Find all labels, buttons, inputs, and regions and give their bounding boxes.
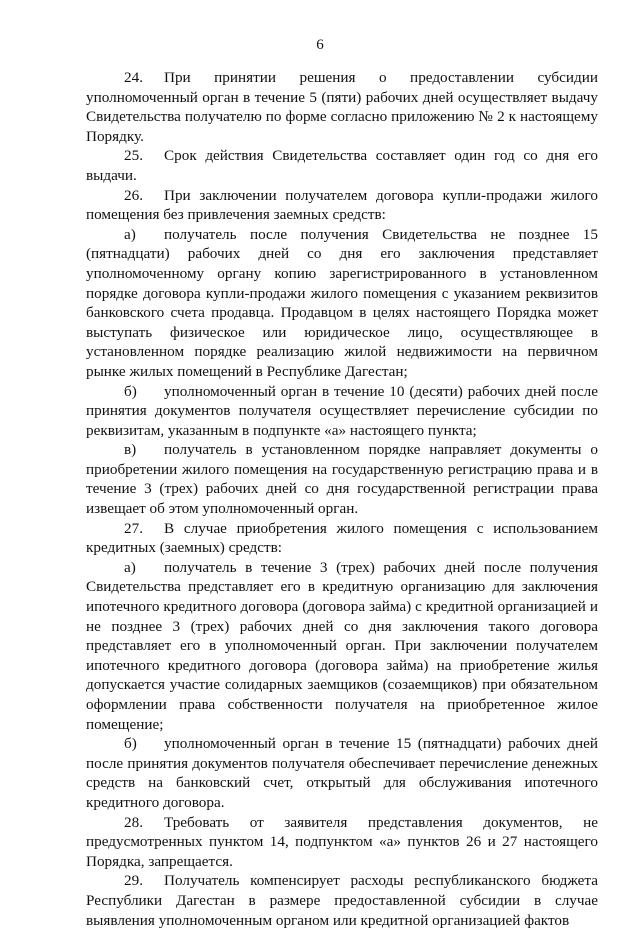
subparagraph-27-b [86,734,598,812]
paragraph-text: При заключении получателем договора купли-продажи жилого помещения без привлечения заемных средств: [86,186,598,224]
paragraph-text: уполномоченный орган в течение 10 (десяти) рабочих дней после принятия документов получателя осуществляет перечисление субсидии по реквизитам, указанным в подпункте «а» настоящего пункта; [86,382,598,439]
paragraph-number: 26. [124,186,143,204]
paragraph-text: В случае приобретения жилого помещения с использованием кредитных (заемных) средств: [86,519,598,557]
paragraph-29 [86,871,598,930]
paragraph-number: 24. [124,69,143,86]
paragraph-number: б) [124,382,137,400]
paragraph-28 [86,813,598,872]
paragraph-text: получатель после получения Свидетельства не позднее 15 (пятнадцати) рабочих дней со дня его заключения представляет уполномоченному органу копию зарегистрированного в установленном порядке договора купли-продажи жилого помещения с указанием реквизитов банковского счета продавца. Продавцом в целях настоящего Порядка может выступать физическое или юридическое лицо, осуществляющее в установленном порядке реализацию жилой недвижимости на первичном рынке жилых помещений в Республике Дагестан; [86,225,598,380]
paragraph-number: в) [124,441,137,459]
subparagraph-26-v [86,440,598,518]
paragraph-number: а) [124,558,136,576]
paragraph-26 [86,186,598,225]
paragraph-text: При принятии решения о предоставлении субсидии уполномоченный орган в течение 5 (пяти) рабочих дней осуществляет выдачу Свидетельства получателю по форме согласно приложению № 2 к настоящему Порядку. [86,69,598,145]
paragraph-text: Требовать от заявителя представления документов, не предусмотренных пунктом 14, подпунктом «а» пунктов 26 и 27 настоящего Порядка, запрещается. [86,813,598,870]
document-body [86,68,598,930]
paragraph-text: получатель в установленном порядке направляет документы о приобретении жилого помещения на государственную регистрацию права и в течение 3 (трех) рабочих дней со дня государственной регистрации права извещает об этом уполномоченный орган. [86,441,598,518]
paragraph-text: уполномоченный орган в течение 15 (пятнадцати) рабочих дней после принятия документов получателя обеспечивает перечисление денежных средств на банковский счет, открытый для обслуживания ипотечного кредитного договора. [86,735,598,811]
paragraph-number: б) [124,735,137,753]
subparagraph-27-a [86,558,598,734]
paragraph-25 [86,146,598,185]
paragraph-number: 25. [124,147,143,165]
paragraph-number: а) [124,225,136,243]
paragraph-number: 28. [124,813,143,831]
paragraph-number: 29. [124,872,143,890]
paragraph-24 [86,68,598,146]
page-number: 6 [316,37,324,53]
subparagraph-26-a [86,225,598,382]
paragraph-text: Получатель компенсирует расходы республиканского бюджета Республики Дагестан в размере предоставленной субсидии в случае выявления уполномоченным органом или кредитной организацией фактов [86,872,598,929]
paragraph-27 [86,519,598,558]
paragraph-number: 27. [124,519,143,537]
paragraph-text: получатель в течение 3 (трех) рабочих дней после получения Свидетельства представляет его в кредитную организацию для заключения ипотечного кредитного договора (договора займа) с кредитной организацией и не позднее 3 (трех) рабочих дней со дня заключения такого договора представляет его в уполномоченный орган. При заключении получателем ипотечного кредитного договора (договора займа) на приобретение жилья допускается участие солидарных заемщиков (созаемщиков) при обязательном оформлении права собственности получателя на приобретенное жилое помещение; [86,558,598,733]
paragraph-text: Срок действия Свидетельства составляет один год со дня его выдачи. [86,147,598,184]
subparagraph-26-b [86,382,598,441]
